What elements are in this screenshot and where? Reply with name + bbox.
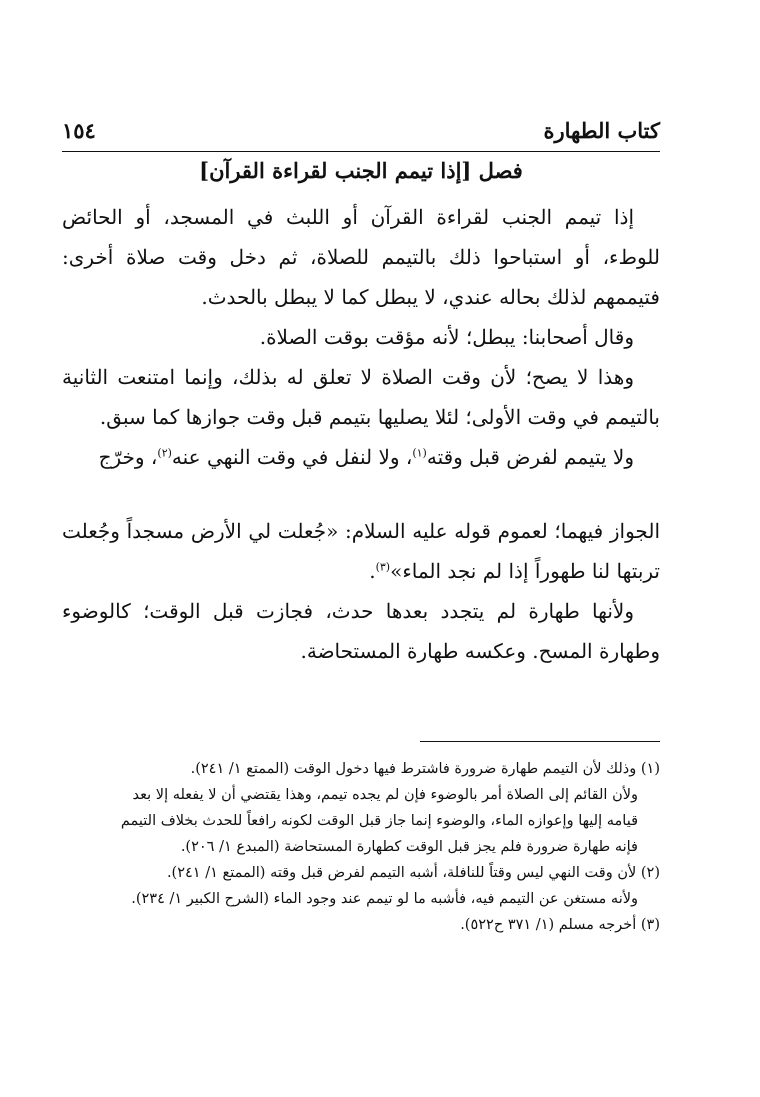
footnote-line: ولأن القائم إلى الصلاة أمر بالوضوء فإن لم يجده تيمم، وهذا يقتضي أن لا يفعله إلا بعد <box>132 787 638 803</box>
page-header <box>62 118 660 152</box>
paragraph-text: ، ولا لنفل في وقت النهي عنه <box>171 445 413 469</box>
book-title: كتاب الطهارة <box>543 118 660 143</box>
footnotes <box>62 756 660 938</box>
paragraph-text: ، وخرّج <box>98 445 158 469</box>
footnote-line: (٢) لأن وقت النهي ليس وقتاً للنافلة، أشبه التيمم لفرض قبل وقته (الممتع ١/ ٢٤١). <box>166 865 660 881</box>
paragraph <box>62 511 660 591</box>
footnote-line: فإنه طهارة ضرورة فلم يجز قبل الوقت كطهارة المستحاضة (المبدع ١/ ٢٠٦). <box>180 839 638 855</box>
paragraph: وقال أصحابنا: يبطل؛ لأنه مؤقت بوقت الصلاة. <box>259 325 634 349</box>
section-title: فصل [إذا تيمم الجنب لقراءة القرآن] <box>199 158 523 183</box>
footnote-ref[interactable]: (٣) <box>375 560 391 574</box>
footnote-line: ولأنه مستغن عن التيمم فيه، فأشبه ما لو تيمم عند وجود الماء (الشرح الكبير ١/ ٢٣٤). <box>131 891 638 907</box>
footnote-ref[interactable]: (٢) <box>157 446 172 460</box>
footnote-divider <box>420 741 660 742</box>
footnote-line: (٣) أخرجه مسلم (١/ ٣٧١ ح٥٢٢). <box>460 917 660 933</box>
page-number: ١٥٤ <box>62 118 96 143</box>
paragraph-text: . <box>369 559 376 583</box>
main-text <box>62 197 660 671</box>
header-divider <box>62 151 660 152</box>
footnote-line: (١) وذلك لأن التيمم طهارة ضرورة فاشترط فيها دخول الوقت (الممتع ١/ ٢٤١). <box>190 761 660 777</box>
footnote-ref[interactable]: (١) <box>412 446 427 460</box>
paragraph: إذا تيمم الجنب لقراءة القرآن أو اللبث في المسجد، أو الحائض للوطء، أو استباحوا ذلك بالتيمم للصلاة، ثم دخل وقت صلاة أخرى: فتيممهم لذلك بحاله عندي، لا يبطل كما لا يبطل بالحدث. <box>62 205 660 309</box>
footnote-line: قيامه إليها وإعوازه الماء، والوضوء إنما جاز قبل الوقت لكونه رافعاً للحدث بخلاف التيمم <box>120 813 638 829</box>
paragraph-text: ولا يتيمم لفرض قبل وقته <box>426 445 634 469</box>
paragraph: ولأنها طهارة لم يتجدد بعدها حدث، فجازت قبل الوقت؛ كالوضوء وطهارة المسح. وعكسه طهارة المستحاضة. <box>62 599 660 663</box>
paragraph <box>62 437 660 477</box>
paragraph: وهذا لا يصح؛ لأن وقت الصلاة لا تعلق له بذلك، وإنما امتنعت الثانية بالتيمم في وقت الأولى؛ لئلا يصليها بتيمم قبل وقت جوازها كما سبق. <box>62 365 660 429</box>
paragraph-text: الجواز فيهما؛ لعموم قوله عليه السلام: «جُعلت لي الأرض مسجداً وجُعلت تربتها لنا طهوراً إذا لم نجد الماء» <box>62 519 660 583</box>
